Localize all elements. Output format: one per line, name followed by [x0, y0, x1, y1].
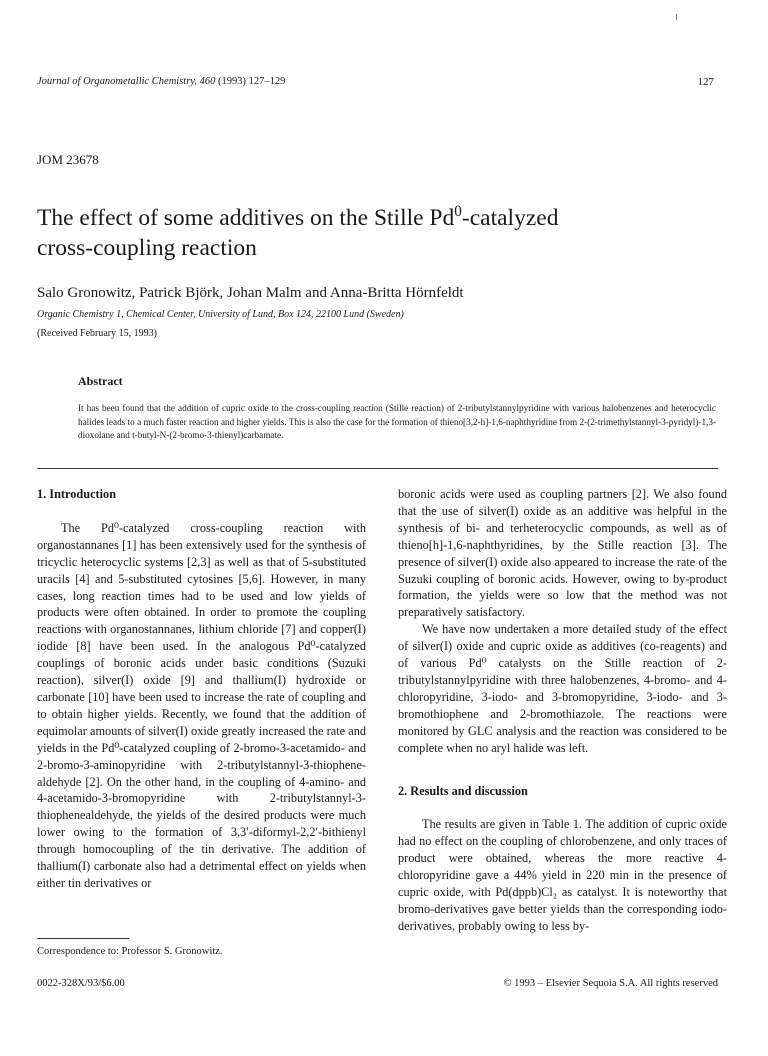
footnote-rule [37, 938, 129, 939]
introduction-heading: 1. Introduction [37, 487, 117, 501]
left-column [37, 486, 366, 892]
right-column [398, 486, 727, 935]
journal-name: Journal of Organometallic Chemistry, [37, 76, 198, 87]
article-title [37, 203, 717, 263]
title-line1-end: -catalyzed [461, 205, 559, 231]
results-paragraph-1: The results are given in Table 1. The addition of cupric oxide had no effect on the coupling of chlorobenzene, and only traces of product were obtained, whereas the more reactive 4-chloropyridine gave a 44% yield in 220 min in the presence of cupric oxide, with Pd(dppb)Cl₂ as catalyst. It is noteworthy that bromo-derivatives gave better yields than the corresponding iodo-derivatives, probably owing to less by- [398, 817, 727, 933]
abstract-text: It has been found that the addition of cupric oxide to the cross-coupling reaction (Stille reaction) of 2-tributylstannylpyridine with various halobenzenes and heterocyclic halides leads to a much faster reaction and higher yields. This is also the case for the formation of thieno[3,2-h]-1,6-naphthyridine from 2-(2-trimethylstannyl-3-pyridyl)-1,3-dioxolane and t-butyl-N-(2-bromo-3-thienyl)carbamate. [78, 403, 716, 440]
introduction-paragraph-2: We have now undertaken a more detailed study of the effect of silver(I) oxide and cupric oxide as additives (co-reagents) and of various Pd⁰ catalysts on the Stille reaction of 2-tributylstannylpyridine with three halobenzenes, 4-bromo- and 4-chloropyridine, 3-iodo- and 3-bromopyridine, 3-iodo- and 3-bromothiophene and 2-bromothiazole. The reactions were monitored by GLC analysis and the reaction was considered to be complete when no aryl halide was left. [398, 622, 727, 755]
correspondence-footnote: Correspondence to: Professor S. Gronowitz. [37, 946, 223, 957]
title-line2: cross-coupling reaction [37, 235, 257, 261]
issn-price: 0022-328X/93/$6.00 [37, 978, 125, 989]
page-number: 127 [697, 76, 714, 88]
copyright-notice: © 1993 – Elsevier Sequoia S.A. All rights reserved [503, 978, 718, 989]
journal-volume: 460 [199, 76, 216, 87]
affiliation: Organic Chemistry 1, Chemical Center, University of Lund, Box 124, 22100 Lund (Sweden) [37, 309, 404, 320]
results-heading: 2. Results and discussion [398, 783, 528, 798]
journal-citation [37, 76, 285, 87]
received-date: (Received February 15, 1993) [37, 328, 157, 339]
section-divider [37, 468, 718, 469]
author-list: Salo Gronowitz, Patrick Björk, Johan Malm and Anna-Britta Hörnfeldt [37, 285, 464, 301]
title-line1: The effect of some additives on the Stille Pd [37, 205, 455, 231]
title-superscript: 0 [454, 203, 462, 221]
introduction-paragraph-1: The Pd⁰-catalyzed cross-coupling reaction with organostannanes [1] has been extensively used for the synthesis of tricyclic heterocyclic systems [2,3] as well as that of 5-substituted uracils [4] and 5-substituted cytosines [5,6]. However, in many cases, long reaction times had to be used and low yields of products were often obtained. In order to promote the coupling reactions with organostannanes, lithium chloride [7] and copper(I) iodide [8] have been used. In the analogous Pd⁰-catalyzed couplings of boronic acids under basic conditions (Suzuki reaction), silver(I) oxide [9] and thallium(I) hydroxide or carbonate [10] have been used to increase the rate of coupling and to obtain higher yields. Recently, we found that the addition of equimolar amounts of silver(I) oxide greatly increased the rate and yields in the Pd⁰-catalyzed coupling of 2-bromo-3-acetamido- and 2-bromo-3-aminopyridine with 2-tributylstannyl-3-thiophene-aldehyde [2]. On the other hand, in the coupling of 4-amino- and 4-acetamido-3-bromopyridine with 2-tributylstannyl-3-thiophenealdehyde, the yields of the desired products were much lower owing to the formation of 3,3′-diformyl-2,2′-bithienyl through homocoupling of the tin derivative. The addition of thallium(I) carbonate also had a detrimental effect on yields when either tin derivatives or [37, 520, 366, 890]
article-code: JOM 23678 [37, 152, 99, 167]
introduction-paragraph-1-continued: boronic acids were used as coupling partners [2]. We also found that the use of silver(I) oxide as an additive was helpful in the synthesis of bi- and terheterocyclic compounds, as well as of thieno[h]-1,6-naphthyridines, by the Stille reaction [3]. The presence of silver(I) oxide also appeared to increase the rate of the Suzuki coupling of boronic acids. However, owing to by-product formation, the yields were so low that the method was not preparatively satisfactory. [398, 487, 727, 620]
abstract-heading: Abstract [78, 374, 123, 388]
journal-year-pages: (1993) 127–129 [218, 76, 286, 87]
scan-mark [676, 14, 677, 20]
